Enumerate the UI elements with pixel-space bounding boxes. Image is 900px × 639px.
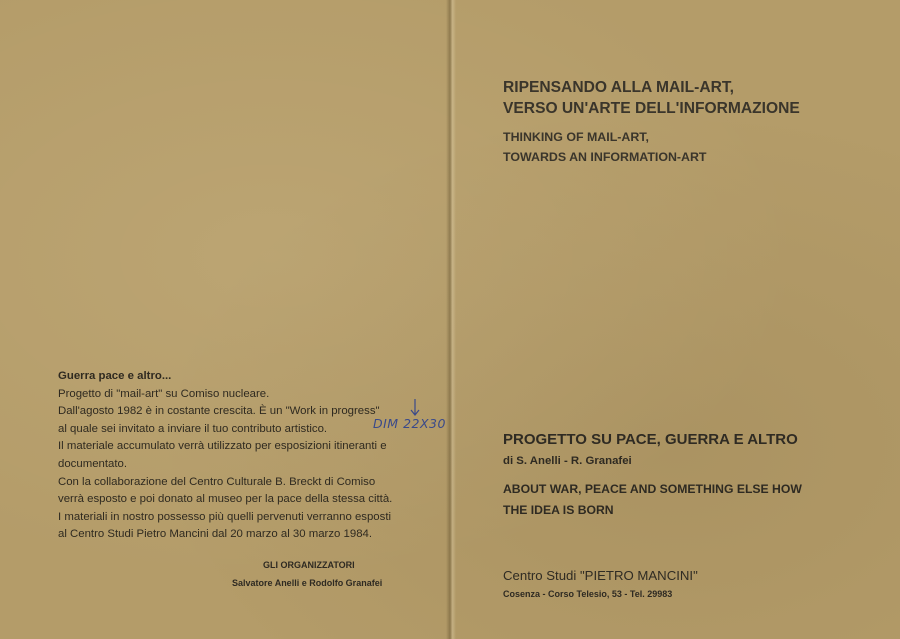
text-line: Progetto di "mail-art" su Comiso nucleare.: [58, 387, 270, 400]
italian-title-line-2: VERSO UN'ARTE DELL'INFORMAZIONE: [503, 100, 800, 117]
text-line: Dall'agosto 1982 è in costante crescita. È un "Work in progress": [58, 405, 380, 418]
english-title: [503, 128, 863, 167]
project-en-line-2: THE IDEA IS BORN: [503, 503, 614, 517]
organizers-signoff: [232, 556, 432, 592]
text-line: verrà esposto e poi donato al museo per la pace della stessa città.: [58, 493, 393, 506]
italian-title-line-1: RIPENSANDO ALLA MAIL-ART,: [503, 79, 735, 96]
italian-title: [503, 77, 863, 119]
text-line: Il materiale accumulato verrà utilizzato per esposizioni itineranti e: [58, 440, 387, 453]
project-title: PROGETTO SU PACE, GUERRA E ALTRO: [503, 431, 798, 448]
project-authors: di S. Anelli - R. Granafei: [503, 455, 632, 467]
signoff-names: Salvatore Anelli e Rodolfo Granafei: [232, 578, 383, 588]
text-line: al Centro Studi Pietro Mancini dal 20 marzo al 30 marzo 1984.: [58, 528, 373, 541]
handwritten-arrow-icon: [410, 399, 420, 417]
left-heading: Guerra pace e altro...: [58, 370, 172, 382]
text-line: Con la collaborazione del Centro Culturale B. Breckt di Comiso: [58, 475, 376, 488]
left-panel-text: [58, 368, 448, 544]
centro-address: Cosenza - Corso Telesio, 53 - Tel. 29983: [503, 589, 673, 599]
english-title-line-1: THINKING OF MAIL-ART,: [503, 130, 649, 144]
english-title-line-2: TOWARDS AN INFORMATION-ART: [503, 149, 707, 164]
centro-studi-name: Centro Studi "PIETRO MANCINI": [503, 568, 698, 583]
text-line: al quale sei invitato a inviare il tuo contributo artistico.: [58, 422, 328, 435]
signoff-title: GLI ORGANIZZATORI: [263, 560, 355, 570]
text-line: I materiali in nostro possesso più quelli pervenuti verranno esposti: [58, 510, 392, 523]
project-title-english: [503, 479, 863, 521]
handwritten-dimension-note: DIM 22X30: [373, 416, 446, 431]
text-line: documentato.: [58, 457, 128, 470]
project-en-line-1: ABOUT WAR, PEACE AND SOMETHING ELSE HOW: [503, 482, 802, 496]
